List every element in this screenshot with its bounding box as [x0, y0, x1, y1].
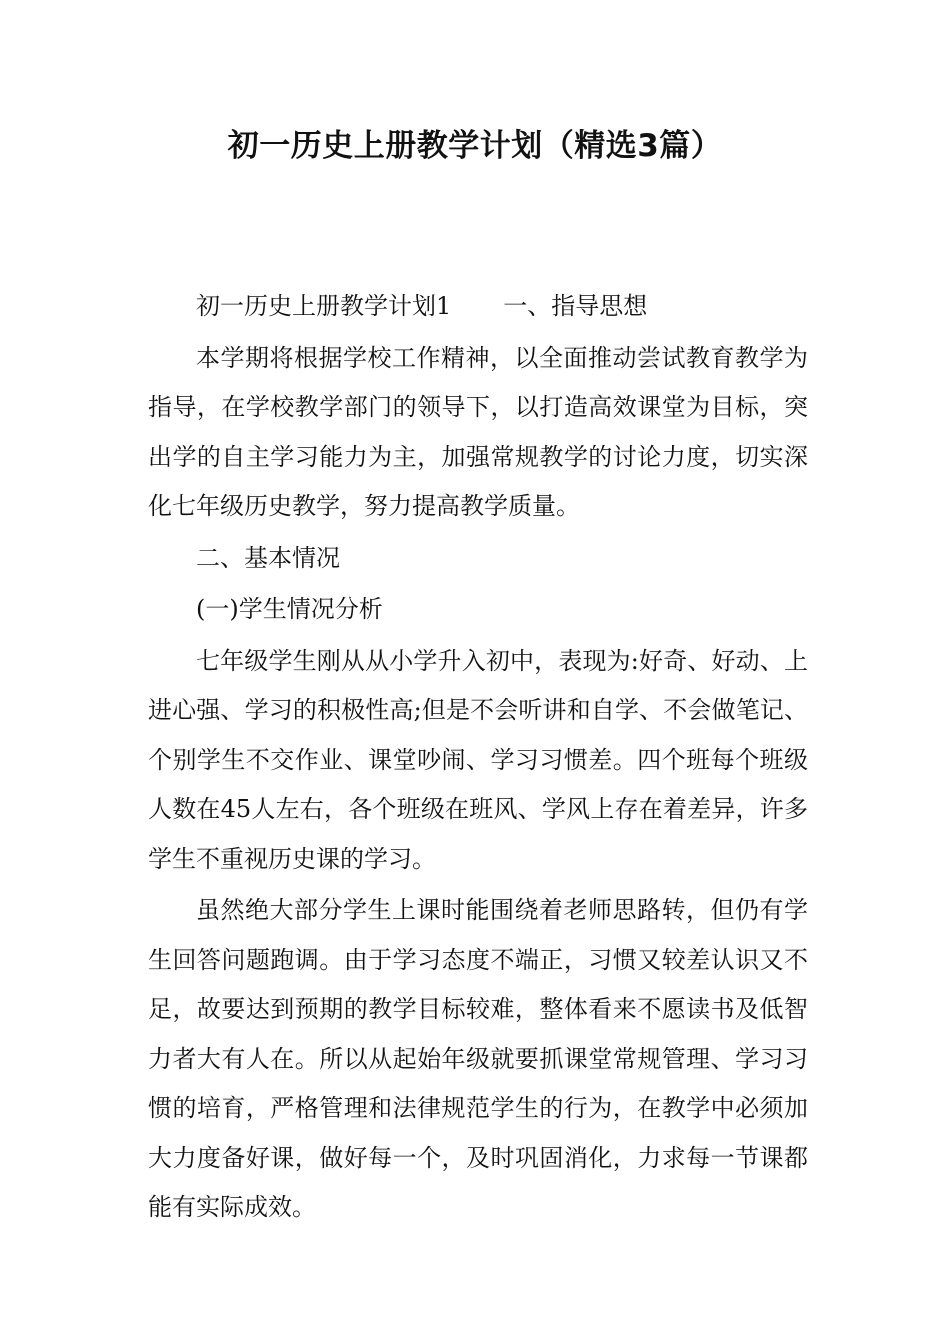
paragraph-student-traits: 七年级学生刚从从小学升入初中，表现为:好奇、好动、上进心强、学习的积极性高;但是不会听讲和自学、不会做笔记、个别学生不交作业、课堂吵闹、学习习惯差。四个班每个班级人数在45人左右，各个班级在班风、学风上存在着差异，许多学生不重视历史课的学习。	[148, 646, 808, 873]
subheading-student-analysis: (一)学生情况分析	[196, 595, 383, 623]
paragraph-guiding-thought: 本学期将根据学校工作精神，以全面推动尝试教育教学为指导，在学校教学部门的领导下，以打造高效课堂为目标，突出学的自主学习能力为主，加强常规教学的讨论力度，切实深化七年级历史教学，努力提高教学质量。	[148, 343, 808, 520]
section-heading: 一、指导思想	[503, 292, 648, 320]
heading-basic-situation: 二、基本情况	[196, 543, 340, 572]
document-title: 初一历史上册教学计划（精选3篇）	[227, 128, 723, 164]
paragraph-class-management: 虽然绝大部分学生上课时能围绕着老师思路转，但仍有学生回答问题跑调。由于学习态度不端正，习惯又较差认识又不足，故要达到预期的教学目标较难，整体看来不愿读书及低智力者大有人在。所以从起始年级就要抓课堂常规管理、学习习惯的培育，严格管理和法律规范学生的行为，在教学中必须加大力度备好课，做好每一个，及时巩固消化，力求每一节课都能有实际成效。	[148, 896, 808, 1221]
document-body	[148, 282, 808, 1233]
section-heading-line	[148, 282, 808, 332]
section-subtitle: 初一历史上册教学计划1	[196, 292, 452, 320]
